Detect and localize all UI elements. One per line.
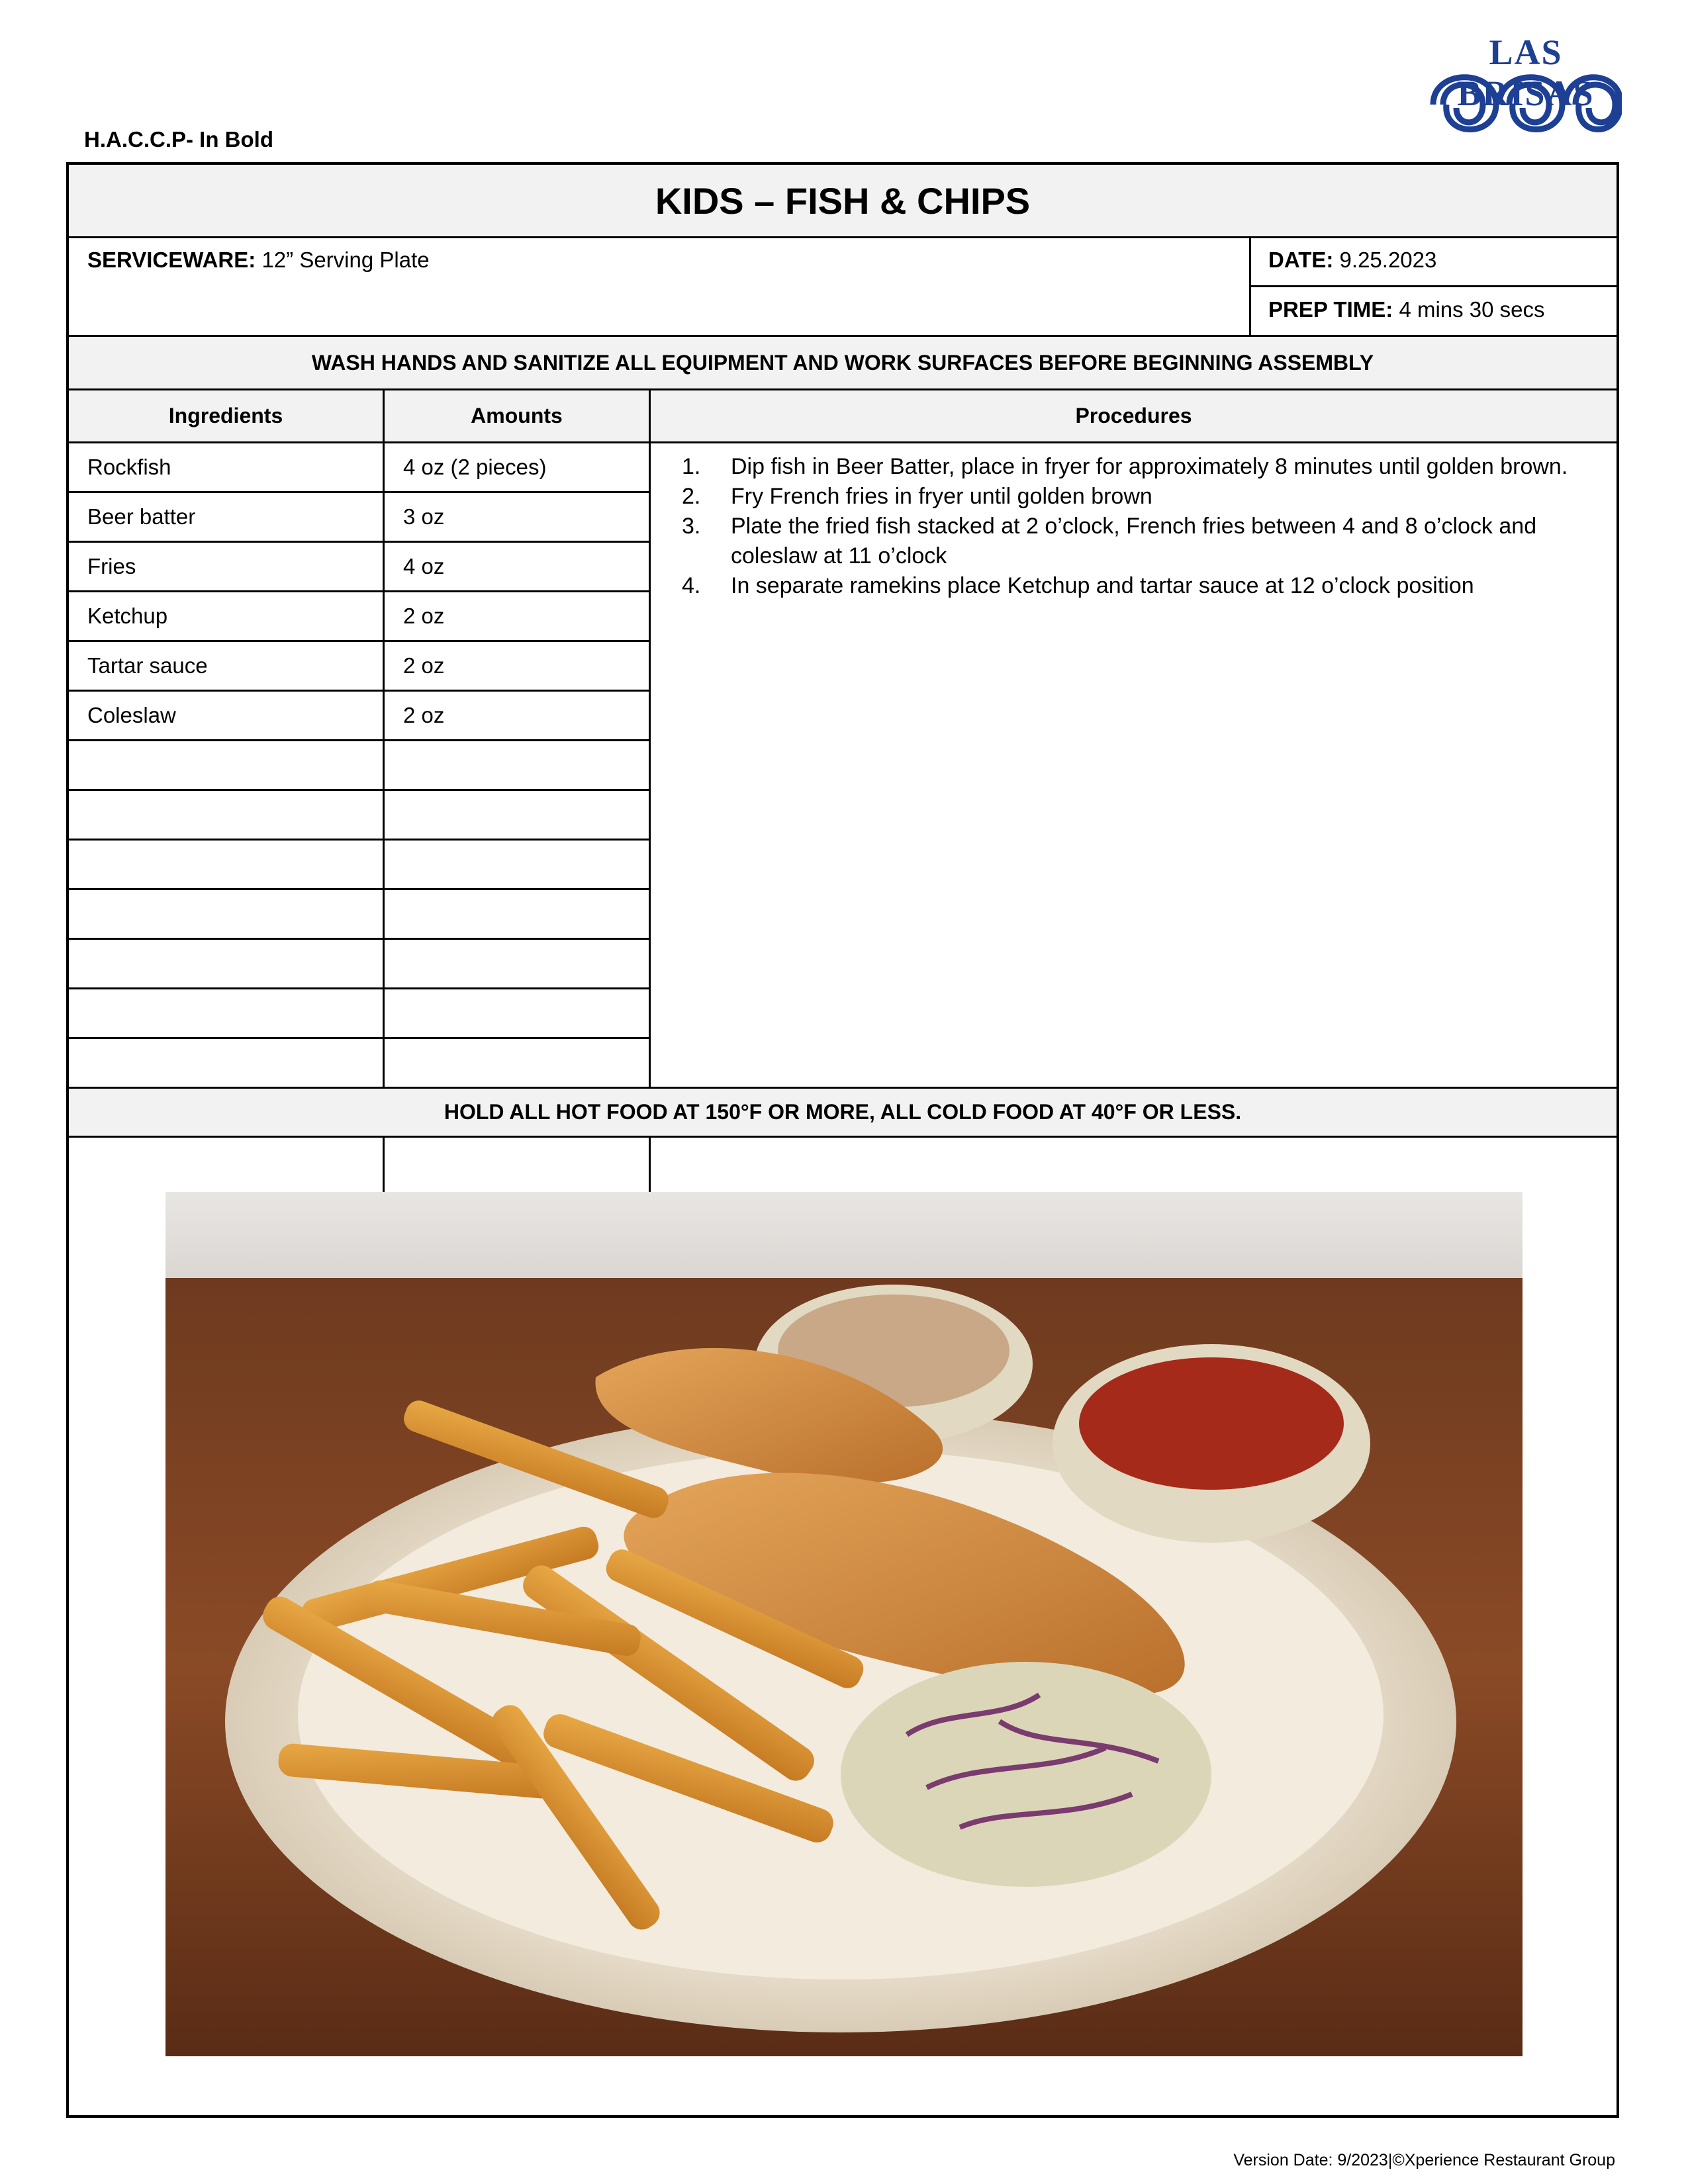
ingredient-cell (69, 989, 383, 1037)
amount-cell (385, 791, 649, 839)
ingredient-cell: Rockfish (87, 455, 171, 479)
procedure-step (663, 571, 1603, 601)
ingredient-cell: Beer batter (87, 504, 196, 529)
serviceware (87, 248, 430, 273)
amounts-header: Amounts (385, 390, 649, 441)
las-brisas-logo (1430, 32, 1622, 144)
amount-cell: 2 oz (403, 653, 445, 678)
date (1268, 248, 1436, 273)
serviceware-value: 12” Serving Plate (261, 248, 430, 272)
procedure-text: Fry French fries in fryer until golden brown (731, 484, 1152, 509)
recipe-card (66, 162, 1619, 2118)
hold-notice: HOLD ALL HOT FOOD AT 150°F OR MORE, ALL COLD FOOD AT 40°F OR LESS. (69, 1089, 1617, 1136)
haccp-note: H.A.C.C.P- In Bold (84, 127, 273, 152)
procedure-step (663, 482, 1603, 512)
ingredient-cell: Ketchup (87, 604, 168, 628)
ingredient-cell: Fries (87, 554, 136, 578)
procedures-header: Procedures (651, 390, 1617, 441)
amount-cell: 2 oz (403, 604, 445, 628)
wash-notice: WASH HANDS AND SANITIZE ALL EQUIPMENT AND WORK SURFACES BEFORE BEGINNING ASSEMBLY (69, 337, 1617, 388)
date-label: DATE: (1268, 248, 1334, 272)
amount-cell (385, 741, 649, 789)
logo-text: LAS BRISAS (1457, 32, 1595, 113)
ingredient-cell: Coleslaw (87, 703, 176, 727)
version-footer: Version Date: 9/2023|©Xperience Restaurant Group (1233, 2151, 1615, 2169)
prep-time-value: 4 mins 30 secs (1399, 297, 1545, 322)
procedure-text: Plate the fried fish stacked at 2 o’clock, French fries between 4 and 8 o’clock and coleslaw at 11 o’clock (731, 514, 1537, 569)
ingredient-cell (69, 1039, 383, 1087)
ingredient-cell: Tartar sauce (87, 653, 208, 678)
procedure-text: Dip fish in Beer Batter, place in fryer for approximately 8 minutes until golden brown. (731, 454, 1568, 479)
wave-icon (1430, 65, 1622, 144)
amount-cell (385, 890, 649, 938)
procedures-list (663, 452, 1603, 601)
amount-cell (385, 989, 649, 1037)
recipe-title: KIDS – FISH & CHIPS (69, 165, 1617, 236)
ingredient-cell (69, 741, 383, 789)
procedure-step (663, 512, 1603, 571)
ingredient-cell (69, 841, 383, 888)
amount-cell: 2 oz (403, 703, 445, 727)
ingredient-cell (69, 940, 383, 987)
serviceware-label: SERVICEWARE: (87, 248, 256, 272)
procedure-number: 1. (682, 454, 701, 479)
procedure-number: 3. (682, 514, 701, 539)
dish-photo (165, 1192, 1523, 2056)
amount-cell: 4 oz (2 pieces) (403, 455, 547, 479)
procedure-number: 4. (682, 573, 701, 598)
procedure-step (663, 452, 1603, 482)
amount-cell: 4 oz (403, 554, 445, 578)
prep-time (1268, 297, 1545, 322)
procedure-number: 2. (682, 484, 701, 509)
ingredient-cell (69, 791, 383, 839)
date-value: 9.25.2023 (1339, 248, 1437, 272)
amount-cell: 3 oz (403, 504, 445, 529)
procedure-text: In separate ramekins place Ketchup and tartar sauce at 12 o’clock position (731, 573, 1474, 598)
amount-cell (385, 841, 649, 888)
ingredient-cell (69, 890, 383, 938)
amount-cell (385, 1039, 649, 1087)
prep-time-label: PREP TIME: (1268, 297, 1393, 322)
ingredients-header: Ingredients (69, 390, 383, 441)
amount-cell (385, 940, 649, 987)
